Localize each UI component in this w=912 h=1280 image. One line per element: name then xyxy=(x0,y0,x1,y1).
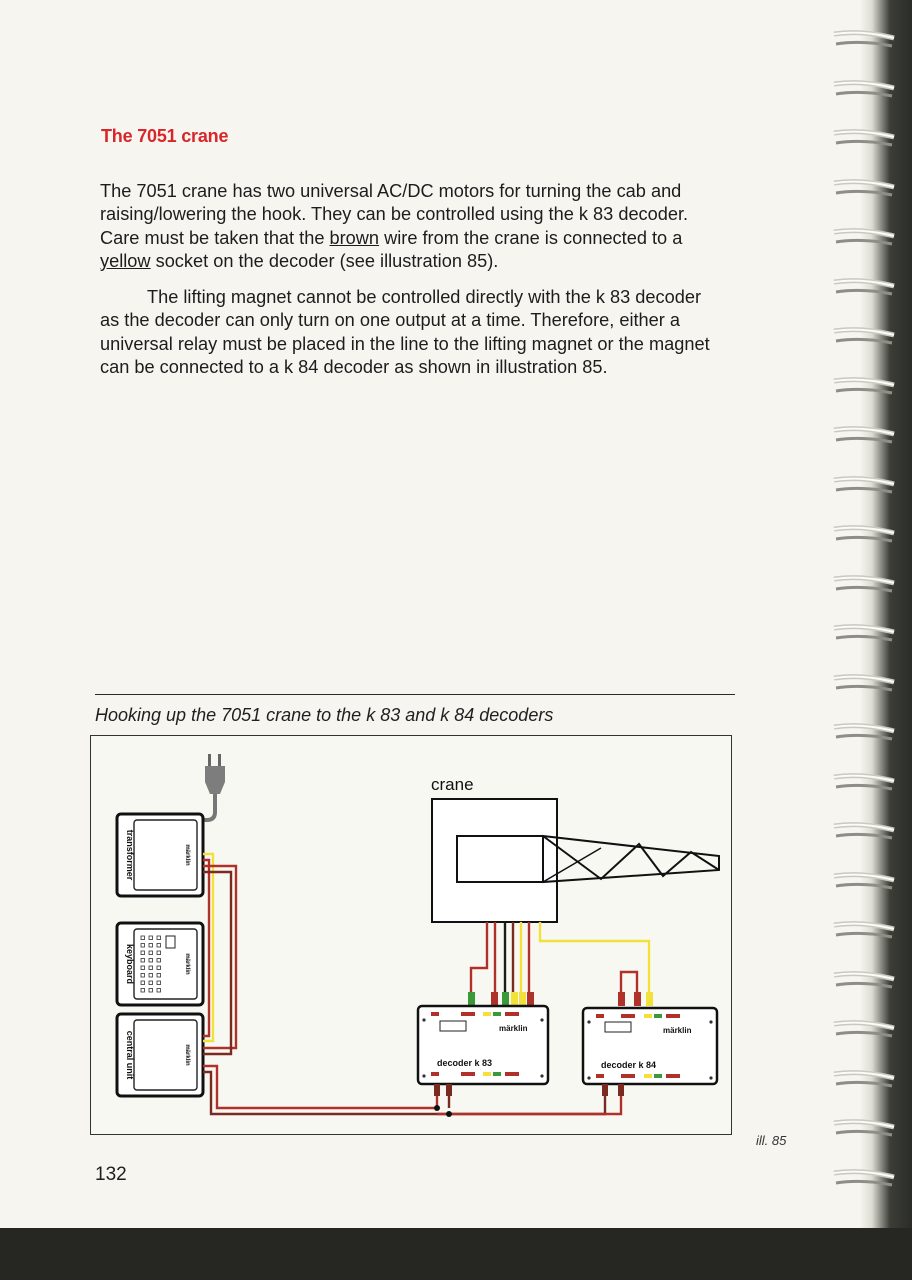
p1-line-1: The 7051 crane has two universal AC/DC motors for turning the cab and xyxy=(100,181,682,201)
keyboard-brand: märklin xyxy=(184,953,190,975)
crane-label: crane xyxy=(431,775,474,794)
p2-line-3: universal relay must be placed in the line to the lifting magnet or the magnet xyxy=(100,333,710,354)
transformer-brand: märklin xyxy=(184,844,190,866)
binding-coil xyxy=(832,127,896,149)
p2-line-2: as the decoder can only turn on one output at a time. Therefore, either a xyxy=(100,310,681,331)
brown-word: brown xyxy=(329,227,380,248)
k83-brand: märklin xyxy=(499,1024,528,1033)
binding-coil xyxy=(832,276,896,298)
binding-coil xyxy=(832,820,896,842)
binding-coil xyxy=(832,78,896,100)
crane-drawing xyxy=(431,775,719,922)
keyboard-label: keyboard xyxy=(125,943,135,985)
binding-coil xyxy=(832,919,896,941)
supply-wires xyxy=(203,854,621,1114)
k84-brand: märklin xyxy=(663,1026,692,1035)
figure-caption: Hooking up the 7051 crane to the k 83 and k 84 decoders xyxy=(95,705,554,725)
binding-coil xyxy=(832,1018,896,1040)
p1-line-3b: wire from the crane is connected to a xyxy=(379,227,683,248)
p2-line-1: The lifting magnet cannot be controlled directly with the k 83 decoder xyxy=(147,287,702,307)
central-unit-brand: märklin xyxy=(184,1044,190,1066)
binding-coil xyxy=(832,573,896,595)
page-number: 132 xyxy=(95,1164,127,1185)
wiring-diagram-svg xyxy=(91,736,733,1136)
central-unit-box xyxy=(117,1014,203,1096)
transformer-label: transformer xyxy=(125,829,135,881)
binding-coil xyxy=(832,969,896,991)
k83-sockets xyxy=(468,992,534,1006)
paragraph-1 xyxy=(100,180,688,273)
binding-coil xyxy=(832,474,896,496)
wiring-diagram xyxy=(90,735,732,1135)
scan-bottom-edge xyxy=(0,1228,912,1280)
power-plug-icon xyxy=(201,754,225,820)
binding-coil xyxy=(832,375,896,397)
binding-coil xyxy=(832,771,896,793)
p2-line-4: can be connected to a k 84 decoder as shown in illustration 85. xyxy=(100,356,608,377)
illustration-reference: ill. 85 xyxy=(756,1133,787,1148)
decoder-output-pins xyxy=(434,1084,624,1096)
decoder-k83-box xyxy=(418,1006,548,1084)
paragraph-2 xyxy=(100,286,710,379)
k84-sockets xyxy=(618,992,653,1006)
binding-coil xyxy=(832,28,896,50)
binding-coil xyxy=(832,1167,896,1189)
binding-coil xyxy=(832,672,896,694)
crane-wires xyxy=(471,922,649,994)
p1-line-4: socket on the decoder (see illustration 85). xyxy=(150,250,499,271)
binding-coil xyxy=(832,523,896,545)
binding-coil xyxy=(832,1117,896,1139)
binding-coil xyxy=(832,721,896,743)
decoder-k84-box xyxy=(583,1008,717,1084)
keyboard-box xyxy=(117,923,203,1005)
binding-coil xyxy=(832,622,896,644)
binding-coil xyxy=(832,1068,896,1090)
binding-coil xyxy=(832,325,896,347)
section-heading: The 7051 crane xyxy=(101,126,229,146)
transformer-box xyxy=(117,814,203,896)
binding-coil xyxy=(832,177,896,199)
k83-label: decoder k 83 xyxy=(437,1058,493,1068)
binding-coil xyxy=(832,424,896,446)
p1-line-2: raising/lowering the hook. They can be controlled using the k 83 decoder. xyxy=(100,204,689,225)
caption-rule xyxy=(95,694,735,695)
k84-label: decoder k 84 xyxy=(601,1060,657,1070)
binding-coil xyxy=(832,870,896,892)
yellow-word: yellow xyxy=(100,250,151,271)
central-unit-label: central unit xyxy=(125,1030,135,1080)
p1-line-3a: Care must be taken that the xyxy=(100,227,330,248)
binding-coil xyxy=(832,226,896,248)
